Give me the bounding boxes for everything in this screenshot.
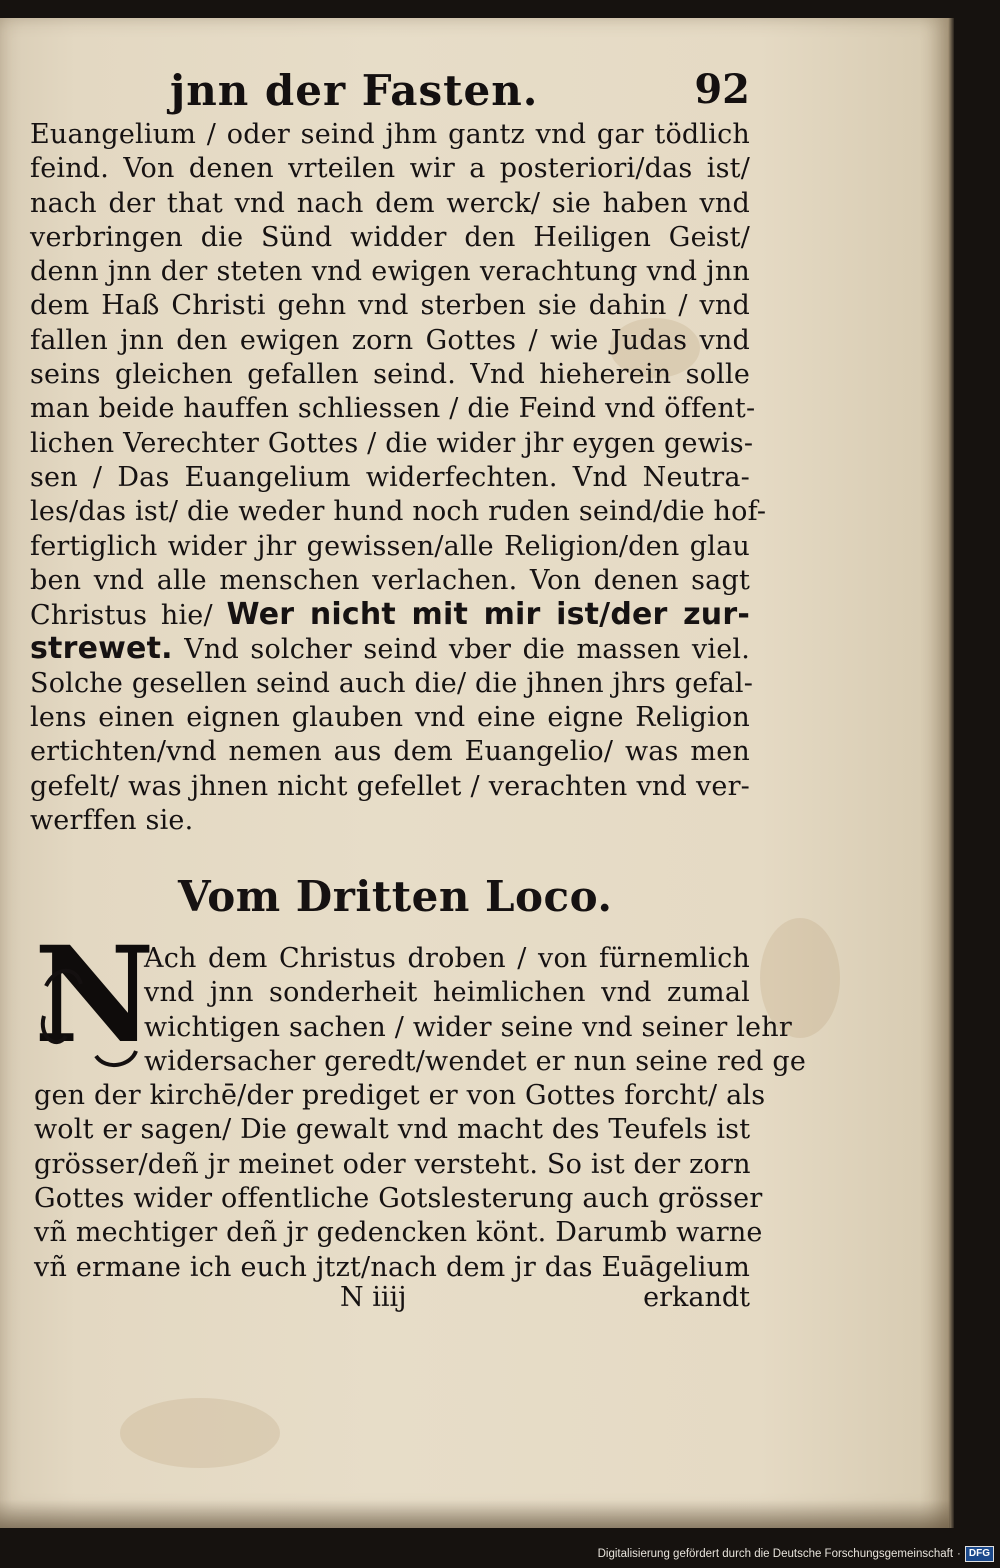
funding-credit-text: Digitalisierung gefördert durch die Deutsche Forschungsgemeinschaft [597,1548,954,1560]
text-line: sen / Das Euangelium widerfechten. Vnd Neutra- [30,461,750,493]
text-line: verbringen die Sünd widder den Heiligen Geist/ [30,221,750,253]
text-line: fertiglich wider jhr gewissen/alle Religion/den glau [30,530,750,562]
drop-cap-flourish-icon [36,956,146,1076]
page-footer [30,1282,750,1318]
text-line: fallen jnn den ewigen zorn Gottes / wie Judas vnd [30,324,750,356]
text-line: widersacher geredt/wendet er nun seine red ge [144,1045,807,1077]
text-line: vnd jnn sonderheit heimlichen vnd zumal [144,977,750,1009]
credit-separator: · [957,1548,961,1560]
text-line: Gottes wider offentliche Gotslesterung auch grösser [34,1183,763,1215]
text-line-emphasis [30,632,750,666]
page-header [170,66,750,122]
page-edge [948,18,954,1528]
section-paragraph [34,918,807,1285]
catchword: erkandt [643,1282,750,1313]
section-heading: Vom Dritten Loco. [178,872,613,921]
text-line: vñ ermane ich euch jtzt/nach dem jr das Euāgelium [34,1251,750,1283]
bible-quote-emphasis: Wer nicht mit mir ist/der zur- [226,597,750,633]
text-line: vñ mechtiger deñ jr gedencken könt. Darumb warne [34,1217,763,1249]
main-paragraph [30,118,767,838]
text-line: Ach dem Christus droben / von fürnemlich [144,943,750,974]
strewet-rest-text: Vnd solcher seind vber die massen viel. [184,634,750,666]
page-shadow [0,1500,950,1528]
text-line: dem Haß Christi gehn vnd sterben sie dahin / vnd [30,290,750,322]
text-line: Euangelium / oder seind jhm gantz vnd gar tödlich [30,119,750,150]
text-line: Solche gesellen seind auch die/ die jhnen jhrs gefal- [30,667,754,699]
paper-stain [120,1398,280,1468]
text-line: wolt er sagen/ Die gewalt vnd macht des Teufels ist [34,1114,751,1146]
text-line: gen der kirchē/der prediget er von Gottes forcht/ als [34,1080,766,1112]
signature-mark: N iiij [340,1282,407,1313]
text-line: gefelt/ was jhnen nicht gefellet / verachten vnd ver- [30,770,750,802]
text-line: grösser/deñ jr meinet oder versteht. So ist der zorn [34,1148,751,1180]
text-line: lens einen eignen glauben vnd eine eigne Religion [30,702,750,734]
text-line: nach der that vnd nach dem werck/ sie haben vnd [30,187,750,219]
text-line-emphasis [30,598,750,632]
page-number: 92 [694,66,750,113]
text-line: man beide hauffen schliessen / die Feind vnd öffent- [30,393,756,425]
drop-cap-letter: N [34,918,155,1073]
running-head: jnn der Fasten. [170,66,539,115]
text-line: ertichten/vnd nemen aus dem Euangelio/ was men [30,736,750,768]
text-line: seins gleichen gefallen seind. Vnd hieherein solle [30,359,750,391]
dfg-logo-icon[interactable]: DFG [965,1546,994,1562]
text-line: ben vnd alle menschen verlachen. Von denen sagt [30,564,750,596]
text-line: feind. Von denen vrteilen wir a posteriori/das ist/ [30,153,750,185]
bible-quote-emphasis-end: strewet. [30,631,173,667]
text-line: lichen Verechter Gottes / die wider jhr eygen gewis- [30,427,754,459]
text-line: werffen sie. [30,804,194,836]
text-line: denn jnn der steten vnd ewigen verachtung vnd jnn [30,256,750,288]
text-line: les/das ist/ die weder hund noch ruden seind/die hof- [30,496,767,528]
funding-credit-bar [598,1540,1000,1568]
text-line: wichtigen sachen / wider seine vnd seiner lehr [144,1011,792,1043]
christus-text: Christus hie/ [30,600,213,632]
